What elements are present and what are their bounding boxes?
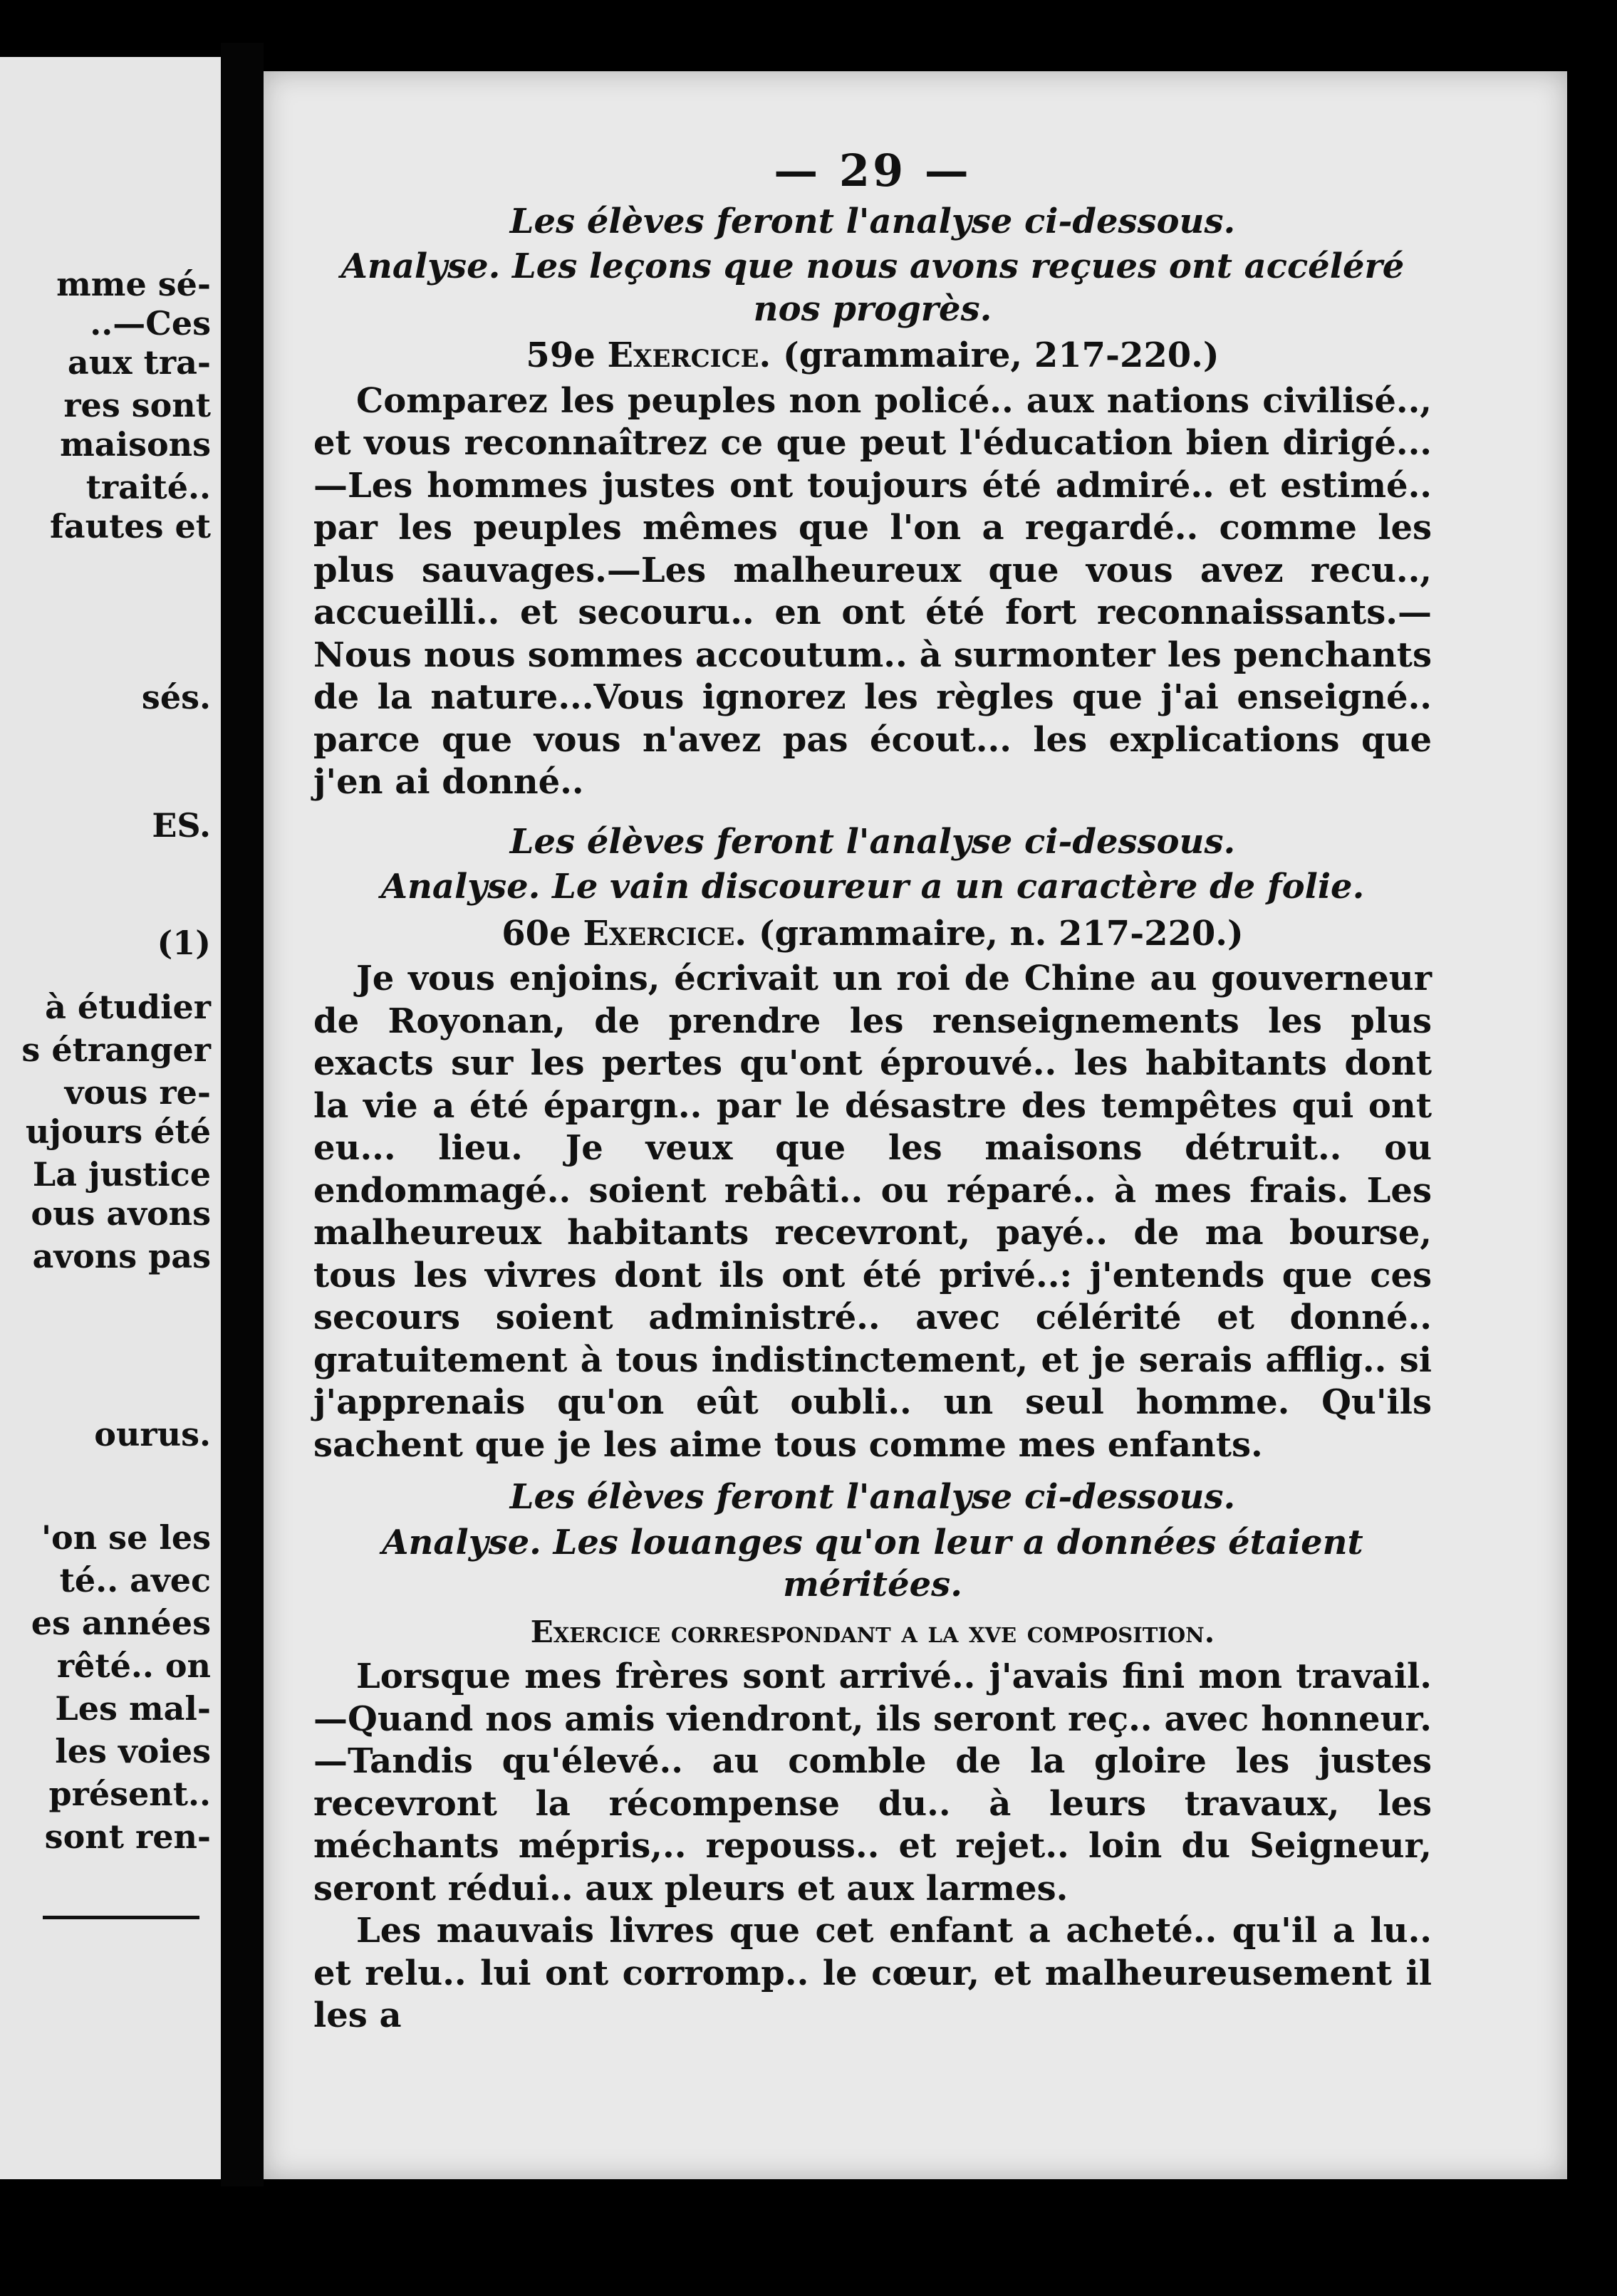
instruction-1: Les élèves feront l'analyse ci-dessous. <box>509 201 1236 241</box>
left-page-fragment: 'on se les <box>41 1518 211 1557</box>
composition-text-1: Lorsque mes frères sont arrivé.. j'avais fini mon travail.—Quand nos amis viendront, ils seront reç.. avec honneur.—Tandis qu'élevé.. au comble de la gloire les justes recevront la récompense du.. à leurs travaux, les méchants mépris,.. repouss.. et rejet.. loin du Seigneur, seront rédui.. aux pleurs et aux larmes. <box>313 1656 1432 1909</box>
book-gutter <box>221 43 264 2186</box>
left-page-fragment: ..—Ces <box>90 304 211 343</box>
exercise-59-text: Comparez les peuples non policé.. aux nations civilisé.., et vous reconnaîtrez ce que peut l'éducation bien dirigé...—Les hommes justes ont toujours été admiré.. et estimé.. par les peuples mêmes que l'on a regardé.. comme les plus sauvages.—Les malheureux que vous avez recu.., accueilli.. et secouru.. en ont été fort reconnaissants.—Nous nous sommes accoutum.. à surmonter les penchants de la nature...Vous ignorez les règles que j'ai enseigné.. parce que vous n'avez pas écout... les explications que j'en ai donné.. <box>313 380 1432 802</box>
left-page-fragment: aux tra- <box>67 343 211 382</box>
page-content <box>313 145 1432 2037</box>
left-page-fragment: sont ren- <box>44 1817 211 1856</box>
instruction-3: Les élèves feront l'analyse ci-dessous. <box>509 1477 1236 1517</box>
left-page-fragment: Les mal- <box>55 1689 211 1728</box>
left-page-fragment: ujours été <box>25 1112 211 1151</box>
left-page-fragment: es années <box>31 1604 211 1642</box>
exercise-word: Exercice. <box>583 913 747 954</box>
left-page-fragment: maisons <box>60 425 211 464</box>
exercise-60-text: Je vous enjoins, écrivait un roi de Chine au gouverneur de Royonan, de prendre les renseignements les plus exacts sur les pertes qu'ont éprouvé.. les habitants dont la vie a été épargn.. par le désastre des tempêtes qui ont eu... lieu. Je veux que les maisons détruit.. ou endommagé.. soient rebâti.. ou réparé.. à mes frais. Les malheureux habitants recevront, payé.. de ma bourse, tous les vivres dont ils ont été privé..: j'entends que ces secours soient administré.. avec célérité et donné.. gratuitement à tous indistinctement, et je serais afflig.. si j'apprenais qu'on eût oubli.. un seul homme. Qu'ils sachent que je les aime tous comme mes enfants. <box>313 959 1432 1465</box>
page <box>264 71 1567 2179</box>
analyse-label: Analyse. <box>380 867 541 907</box>
left-page-fragment: les voies <box>55 1732 211 1770</box>
exercise-heading-composition: Exercice correspondant a la xve composition. <box>530 1614 1215 1649</box>
analyse-label: Analyse. <box>382 1522 541 1562</box>
left-page-fragment: ous avons <box>31 1194 211 1233</box>
analyse-text: Les louanges qu'on leur a données étaient méritées. <box>553 1522 1363 1604</box>
left-page-fragment: ourus. <box>94 1415 211 1454</box>
left-page-fragment: fautes et <box>50 507 211 546</box>
page-number: — 29 — <box>774 145 972 197</box>
left-page-fragment: présent.. <box>48 1775 211 1813</box>
left-page-fragment: vous re- <box>64 1073 211 1112</box>
left-page-fragment: mme sé- <box>56 265 211 303</box>
exercise-reference: (grammaire, 217-220.) <box>783 335 1220 375</box>
left-page-fragment: res sont <box>63 386 211 424</box>
exercise-word: Exercice. <box>607 335 771 375</box>
analyse-3 <box>313 1522 1432 1607</box>
exercise-number: 59e <box>526 335 596 375</box>
analyse-1 <box>313 246 1432 330</box>
analyse-text: Les leçons que nous avons reçues ont accéléré nos progrès. <box>512 246 1405 329</box>
exercise-heading-59 <box>313 335 1432 377</box>
left-page-fragment: à étudier <box>45 988 211 1026</box>
exercise-reference: (grammaire, n. 217-220.) <box>758 913 1244 954</box>
composition-text-2: Les mauvais livres que cet enfant a acheté.. qu'il a lu.. et relu.. lui ont corromp.. le cœur, et malheureusement il les a <box>313 1911 1432 2035</box>
exercise-heading-60 <box>313 913 1432 956</box>
exercise-number: 60e <box>501 913 571 954</box>
left-page-fragment: té.. avec <box>59 1561 211 1600</box>
left-page-fragment: traité.. <box>85 468 211 506</box>
left-page-fragment: sés. <box>141 678 211 716</box>
left-page-fragment: ES. <box>152 806 211 845</box>
left-page-fragment: La justice <box>32 1155 211 1194</box>
left-page-fragment: (1) <box>157 924 211 962</box>
left-page-fragment: s étranger <box>21 1030 211 1069</box>
left-page-edge <box>0 57 221 2179</box>
left-page-fragment: avons pas <box>32 1237 211 1275</box>
instruction-2: Les élèves feront l'analyse ci-dessous. <box>509 821 1236 862</box>
left-page-fragment: rêté.. on <box>56 1647 211 1685</box>
left-page-rule <box>43 1916 199 1919</box>
analyse-2 <box>313 866 1432 909</box>
analyse-label: Analyse. <box>340 246 501 286</box>
analyse-text: Le vain discoureur a un caractère de folie. <box>552 867 1365 907</box>
